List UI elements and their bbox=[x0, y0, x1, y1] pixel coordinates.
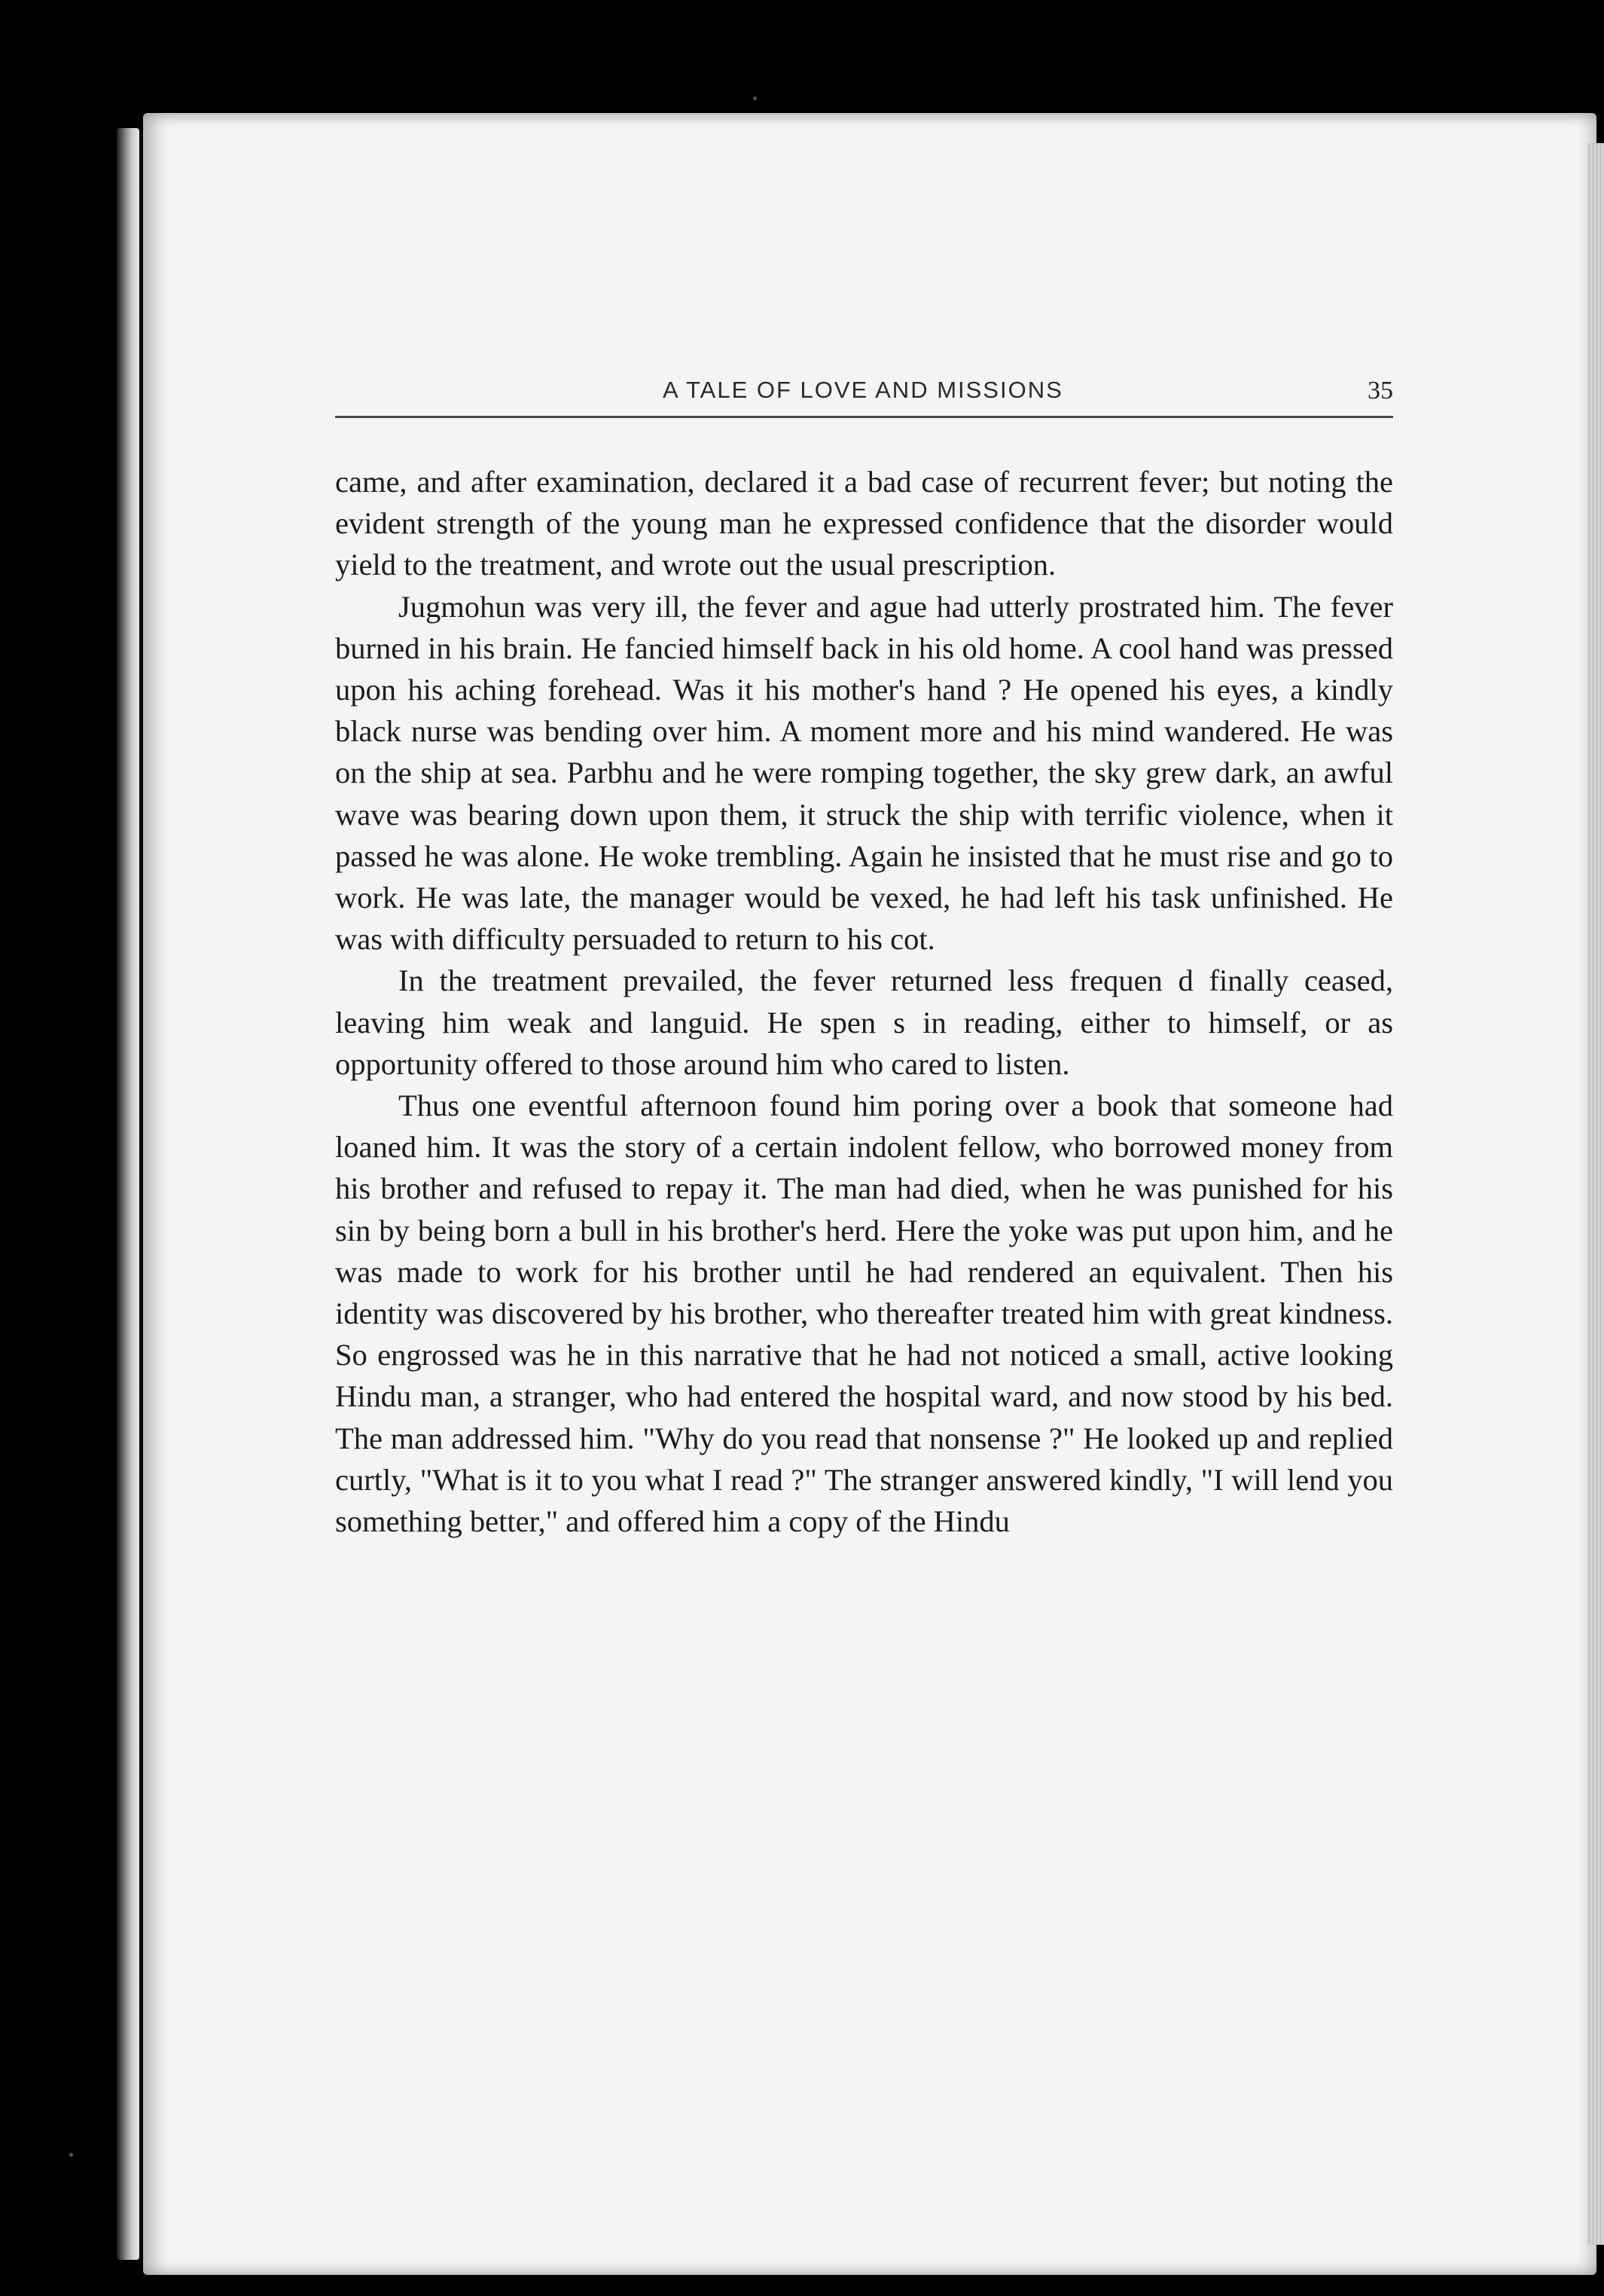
paragraph: In the treatment prevailed, the fever returned less frequen d finally ceased, leaving him weak and languid. He spen s in reading, either to himself, or as opportunity offered to those around him who cared to listen. bbox=[335, 963, 1393, 1081]
paragraph: Thus one eventful afternoon found him poring over a book that someone had loaned him. It was the story of a certain indolent fellow, who borrowed money from his brother and refused to repay it. The man had died, when he was punished for his sin by being born a bull in his brother's herd. Here the yoke was put upon him, and he was made to work for his brother until he had rendered an equivalent. Then his identity was discovered by his brother, who thereafter treated him with great kindness. So engrossed was he in this narrative that he had not noticed a small, active looking Hindu man, a stranger, who had entered the hospital ward, and now stood by his bed. The man addressed him. "Why do you read that nonsense ?" He looked up and replied curtly, "What is it to you what I read ?" The stranger answered kindly, "I will lend you something better," and offered him a copy of the Hindu bbox=[335, 1088, 1393, 1539]
scan-speck bbox=[753, 96, 757, 100]
paragraph: came, and after examination, declared it a bad case of recurrent fever; but noting the evident strength of the young man he expressed confidence that the disorder would yield to the treatment, and wrote out the usual prescription. bbox=[335, 465, 1393, 582]
paragraph: Jugmohun was very ill, the fever and ague had utterly prostrated him. The fever burned in his brain. He fancied himself back in his old home. A cool hand was pressed upon his aching forehead. Was it his mother's hand ? He opened his eyes, a kindly black nurse was bending over him. A moment more and his mind wandered. He was on the ship at sea. Parbhu and he were romping together, the sky grew dark, an awful wave was bearing down upon them, it struck the ship with terrific violence, when it passed he was alone. He woke trembling. Again he insisted that he must rise and go to work. He was late, the manager would be vexed, he had left his task unfinished. He was with difficulty persuaded to return to his cot. bbox=[335, 589, 1393, 957]
page-header bbox=[335, 371, 1393, 418]
scan-speck bbox=[69, 2153, 73, 2157]
body-text bbox=[335, 461, 1393, 1542]
page-number: 35 bbox=[1368, 377, 1393, 405]
book-spine-edge bbox=[117, 128, 139, 2260]
running-head: A TALE OF LOVE AND MISSIONS bbox=[663, 377, 1063, 403]
page-stack-edge bbox=[1587, 143, 1604, 2245]
